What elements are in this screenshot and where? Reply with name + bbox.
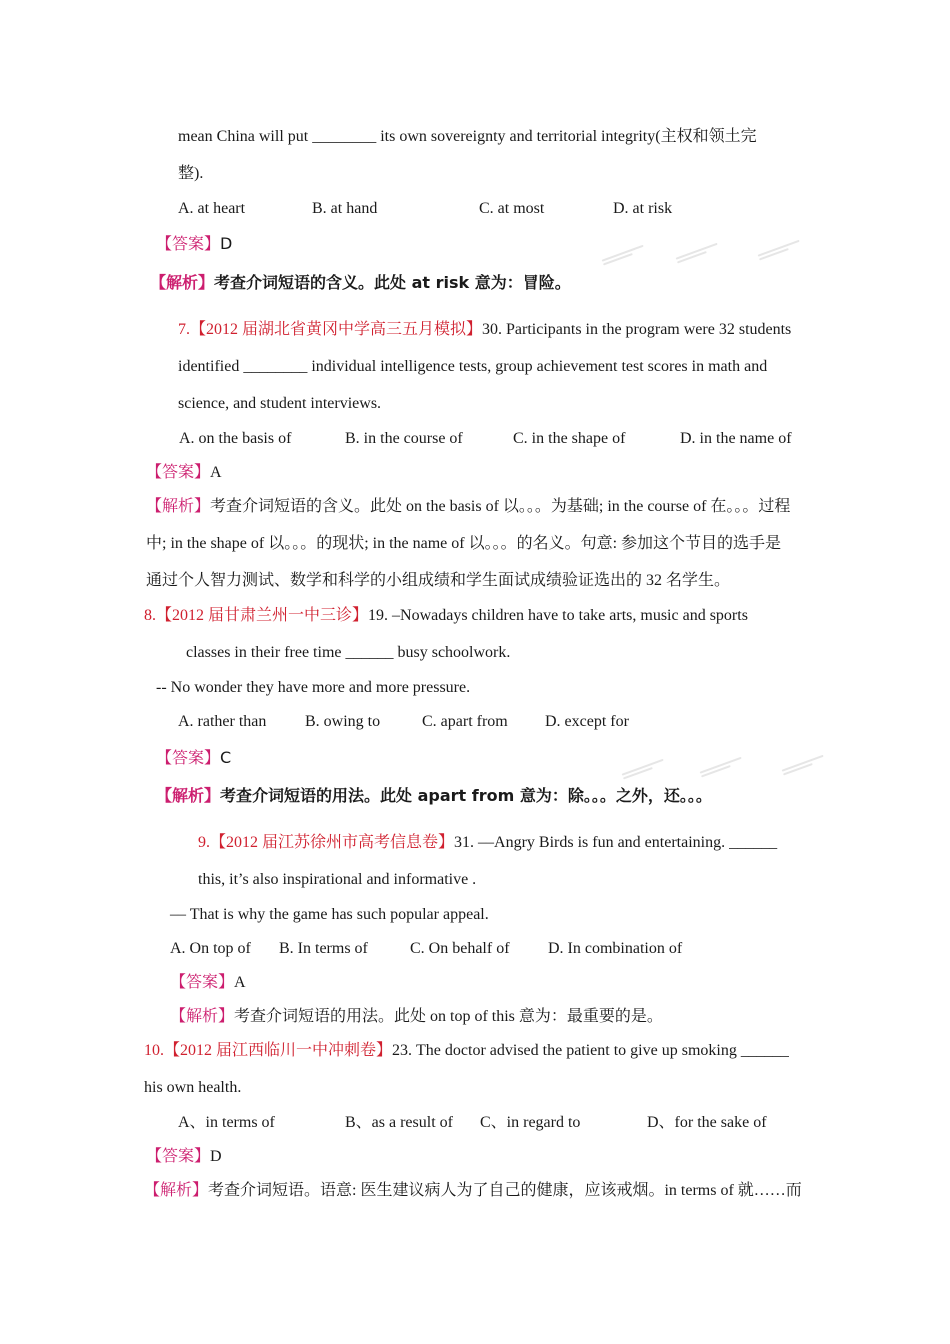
question-source: 【2012 届甘肃兰州一中三诊】 xyxy=(156,607,369,624)
answer-value: D xyxy=(220,234,233,253)
q7-option-c: C. in the shape of xyxy=(513,430,626,447)
q10-stem-line2: his own health. xyxy=(144,1079,242,1096)
watermark-mark xyxy=(675,241,721,269)
q7-analysis-line3: 通过个人智力测试、数学和科学的小组成绩和学生面试成绩验证选出的 32 名学生。 xyxy=(146,572,731,589)
q9-stem-line3: –– That is why the game has such popular appeal. xyxy=(170,906,489,923)
question-number: 8. xyxy=(144,607,156,624)
q6-option-b: B. at hand xyxy=(312,200,378,217)
q10-option-d: D、for the sake of xyxy=(647,1114,767,1131)
q9-answer xyxy=(170,973,246,993)
q6-analysis xyxy=(150,273,571,293)
q10-option-c: C、in regard to xyxy=(480,1114,581,1131)
answer-tag: 【答案】 xyxy=(146,1148,211,1165)
q8-option-d: D. except for xyxy=(545,713,629,730)
answer-tag: 【答案】 xyxy=(170,974,235,991)
q9-stem-line1 xyxy=(198,833,777,853)
q9-option-a: A. On top of xyxy=(170,940,251,957)
q6-option-d: D. at risk xyxy=(613,200,673,217)
analysis-tag: 【解析】 xyxy=(170,1008,235,1025)
q6-option-a: A. at heart xyxy=(178,200,246,217)
q10-answer xyxy=(146,1147,222,1167)
analysis-tag: 【解析】 xyxy=(150,273,215,292)
q7-option-d: D. in the name of xyxy=(680,430,792,447)
q8-stem-line2: classes in their free time ______ busy schoolwork. xyxy=(186,644,511,661)
q7-analysis-line1 xyxy=(146,497,790,517)
question-source: 【2012 届江西临川一中冲刺卷】 xyxy=(164,1042,393,1059)
analysis-text: 考查介词短语的用法。此处 apart from 意为：除。。。之外，还。。。 xyxy=(220,786,712,805)
q8-stem-line3: -- No wonder they have more and more pressure. xyxy=(156,679,471,696)
answer-value: A xyxy=(210,464,222,481)
analysis-tag: 【解析】 xyxy=(144,1182,209,1199)
q7-option-a: A. on the basis of xyxy=(179,430,292,447)
analysis-text: 考查介词短语。语意: 医生建议病人为了自己的健康，应该戒烟。in terms of 就……而 xyxy=(208,1182,802,1199)
answer-value: D xyxy=(210,1148,222,1165)
q7-option-b: B. in the course of xyxy=(345,430,463,447)
q9-option-d: D. In combination of xyxy=(548,940,683,957)
q10-stem-line1 xyxy=(144,1041,789,1061)
q7-answer xyxy=(146,463,222,483)
q9-stem-line2: this, it’s also inspirational and informative . xyxy=(198,871,477,888)
question-number: 9. xyxy=(198,834,210,851)
answer-value: C xyxy=(220,748,232,767)
question-source: 【2012 届江苏徐州市高考信息卷】 xyxy=(210,834,455,851)
watermark-mark xyxy=(699,755,745,783)
q6-stem-line1: mean China will put ________ its own sovereignty and territorial integrity(主权和领土完 xyxy=(178,128,757,145)
q7-analysis-line2: 中; in the shape of 以。。。的现状; in the name of 以。。。的名义。句意: 参加这个节目的选手是 xyxy=(146,535,782,552)
watermark-mark xyxy=(621,757,667,785)
question-text: 30. Participants in the program were 32 students xyxy=(482,321,792,338)
q6-answer xyxy=(156,234,232,254)
analysis-text: 考查介词短语的含义。此处 at risk 意为：冒险。 xyxy=(214,273,571,292)
q8-analysis xyxy=(156,786,712,806)
q7-stem-line3: science, and student interviews. xyxy=(178,395,382,412)
watermark-mark xyxy=(601,243,647,271)
analysis-text: 考查介词短语的含义。此处 on the basis of 以。。。为基础; in the course of 在。。。过程 xyxy=(210,498,791,515)
q10-option-b: B、as a result of xyxy=(345,1114,453,1131)
question-text: 31. ––Angry Birds is fun and entertaining. ______ xyxy=(454,834,778,851)
q9-option-c: C. On behalf of xyxy=(410,940,510,957)
q10-option-a: A、in terms of xyxy=(178,1114,275,1131)
q8-stem-line1 xyxy=(144,606,748,626)
q7-stem-line2: identified ________ individual intelligence tests, group achievement test scores in math and xyxy=(178,358,768,375)
watermark-mark xyxy=(757,238,803,266)
q8-option-c: C. apart from xyxy=(422,713,508,730)
q6-stem-line2: 整). xyxy=(178,165,204,182)
question-text: 23. The doctor advised the patient to give up smoking ______ xyxy=(392,1042,789,1059)
analysis-tag: 【解析】 xyxy=(156,786,221,805)
q9-analysis xyxy=(170,1007,663,1027)
question-number: 10. xyxy=(144,1042,164,1059)
answer-tag: 【答案】 xyxy=(146,464,211,481)
answer-tag: 【答案】 xyxy=(156,748,221,767)
q10-analysis xyxy=(144,1181,802,1201)
question-number: 7. xyxy=(178,321,190,338)
question-source: 【2012 届湖北省黄冈中学高三五月模拟】 xyxy=(190,321,483,338)
q6-option-c: C. at most xyxy=(479,200,545,217)
question-text: 19. –Nowadays children have to take arts, music and sports xyxy=(368,607,748,624)
q8-option-b: B. owing to xyxy=(305,713,381,730)
analysis-tag: 【解析】 xyxy=(146,498,211,515)
answer-tag: 【答案】 xyxy=(156,234,221,253)
q9-option-b: B. In terms of xyxy=(279,940,368,957)
analysis-text: 考查介词短语的用法。此处 on top of this 意为：最重要的是。 xyxy=(234,1008,663,1025)
q7-stem-line1 xyxy=(178,320,791,340)
answer-value: A xyxy=(234,974,246,991)
q8-answer xyxy=(156,748,231,768)
watermark-mark xyxy=(781,753,827,781)
q8-option-a: A. rather than xyxy=(178,713,267,730)
